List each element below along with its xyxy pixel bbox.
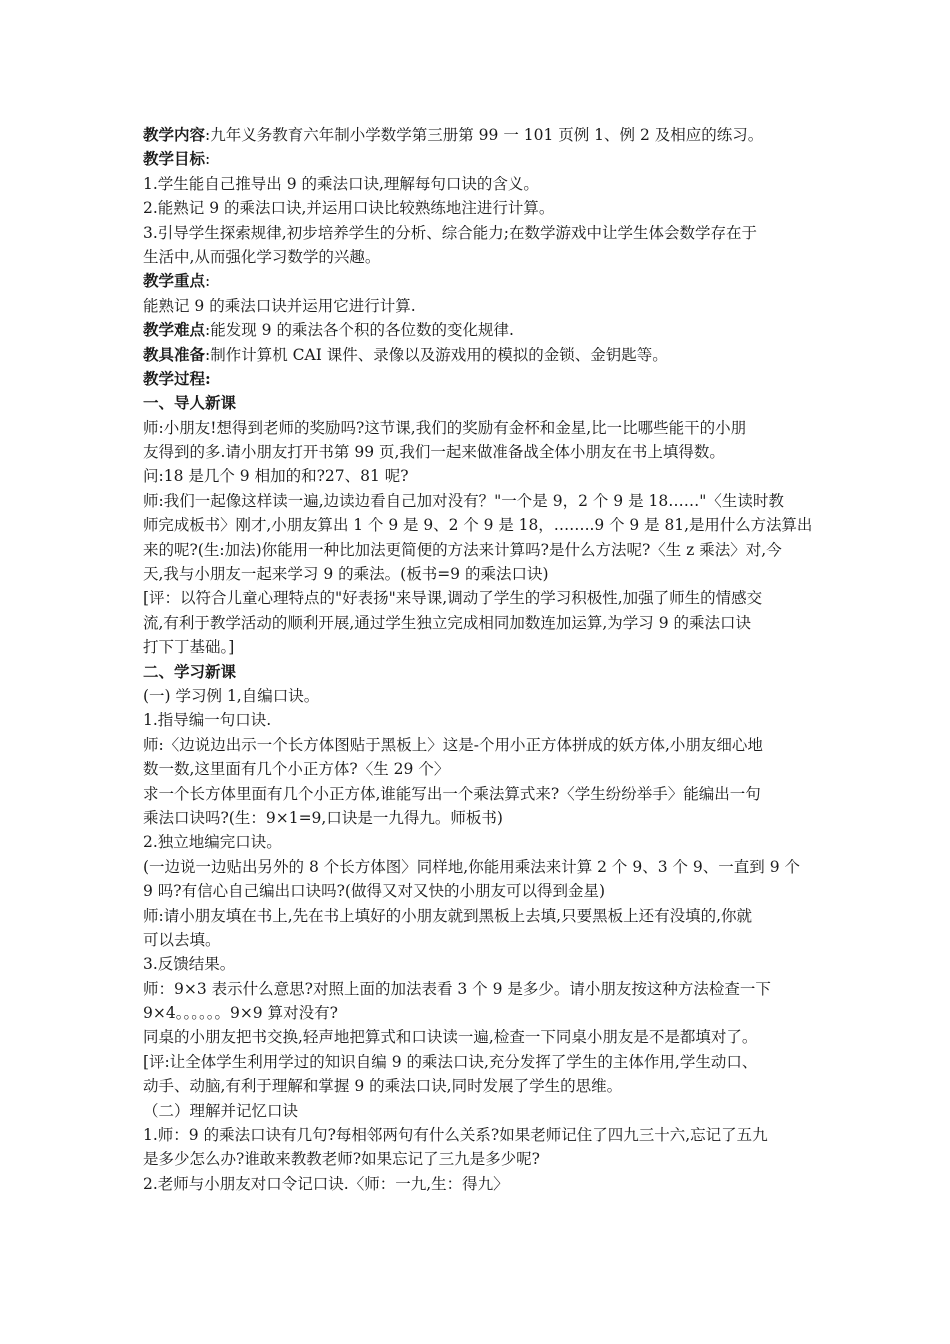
- line-text: 友得到的多.请小朋友打开书第 99 页,我们一起来做准备战全体小朋友在书上填得数。: [143, 443, 725, 462]
- line-text: 3.引导学生探索规律,初步培养学生的分析、综合能力;在数学游戏中让学生体会数学存在于: [143, 223, 757, 242]
- text-line: [143, 1172, 813, 1196]
- line-text: 问:18 是几个 9 相加的和?27、81 呢?: [143, 467, 409, 486]
- line-text: 2.能熟记 9 的乘法口诀,并运用口诀比较熟练地注进行计算。: [143, 199, 555, 218]
- text-line: [143, 391, 813, 415]
- text-line: [143, 708, 813, 732]
- line-text: 师:我们一起像这样读一遍,边读边看自己加对没有？"一个是 9，2 个 9 是 18……"〈生读时教: [143, 491, 784, 510]
- text-line: [143, 1147, 813, 1171]
- line-text: 能熟记 9 的乘法口诀并运用它进行计算.: [143, 296, 416, 315]
- text-line: [143, 782, 813, 806]
- line-text: 师:请小朋友填在书上,先在书上填好的小朋友就到黑板上去填,只要黑板上还有没填的,你就: [143, 906, 753, 925]
- line-text: 3.反馈结果。: [143, 955, 236, 974]
- line-text: :: [205, 272, 211, 291]
- document-body: [143, 123, 813, 1196]
- line-text: 2.老师与小朋友对口令记口诀.〈师：一九,生：得九〉: [143, 1174, 509, 1193]
- line-text: 同桌的小朋友把书交换,轻声地把算式和口诀读一遍,检查一下同桌小朋友是不是都填对了。: [143, 1028, 758, 1047]
- line-text: 乘法口诀吗?(生：9×1=9,口诀是一九得九。师板书): [143, 808, 503, 827]
- text-line: [143, 416, 813, 440]
- text-line: [143, 660, 813, 684]
- text-line: [143, 464, 813, 488]
- bold-heading: 教学目标: [143, 149, 206, 169]
- text-line: [143, 513, 813, 537]
- line-text: 师:〈边说边出示一个长方体图贴于黑板上〉这是-个用小正方体拼成的妖方体,小朋友细心地: [143, 735, 763, 754]
- line-text: 动手、动脑,有利于理解和掌握 9 的乘法口诀,同时发展了学生的思维。: [143, 1077, 623, 1096]
- text-line: [143, 123, 813, 147]
- line-text: 打下丁基础。]: [143, 638, 235, 657]
- text-line: [143, 1123, 813, 1147]
- line-text: 生活中,从而强化学习数学的兴趣。: [143, 247, 381, 266]
- line-text: 9×4。。。。。。9×9 算对没有?: [143, 1004, 338, 1023]
- line-text: 来的呢?(生:加法)你能用一种比加法更简便的方法来计算吗?是什么方法呢?〈生 z 乘法〉对,今: [143, 540, 782, 559]
- bold-heading: 教学内容: [143, 125, 206, 144]
- text-line: [143, 538, 813, 562]
- line-text: 数一数,这里面有几个小正方体?〈生 29 个〉: [143, 760, 450, 779]
- line-text: (一) 学习例 1,自编口诀。: [143, 686, 320, 705]
- text-line: [143, 489, 813, 513]
- text-line: [143, 1001, 813, 1025]
- text-line: [143, 343, 813, 367]
- text-line: [143, 1099, 813, 1123]
- bold-heading: 二、学习新课: [143, 661, 237, 681]
- text-line: [143, 586, 813, 610]
- text-line: [143, 928, 813, 952]
- line-text: 师完成板书〉刚才,小朋友算出 1 个 9 是 9、2 个 9 是 18，……..9 个 9 是 81,是用什么方法算出: [143, 516, 813, 535]
- text-line: [143, 440, 813, 464]
- text-line: [143, 562, 813, 586]
- line-text: [评:让全体学生利用学过的知识自编 9 的乘法口诀,充分发挥了学生的主体作用,学生动口、: [143, 1052, 758, 1071]
- text-line: [143, 733, 813, 757]
- line-text: :能发现 9 的乘法各个积的各位数的变化规律.: [205, 321, 514, 340]
- line-text: 师：9×3 表示什么意思?对照上面的加法表看 3 个 9 是多少。请小朋友按这种方法检查一下: [143, 979, 771, 998]
- bold-heading: 教学过程:: [143, 368, 211, 388]
- text-line: [143, 1050, 813, 1074]
- bold-heading: 教学重点: [143, 271, 206, 291]
- text-line: [143, 855, 813, 879]
- text-line: [143, 611, 813, 635]
- line-text: 是多少怎么办?谁敢来教教老师?如果忘记了三九是多少呢?: [143, 1150, 540, 1169]
- text-line: [143, 757, 813, 781]
- line-text: 1.师：9 的乘法口诀有几句?每相邻两句有什么关系?如果老师记住了四九三十六,忘记了五九: [143, 1126, 768, 1145]
- text-line: [143, 147, 813, 171]
- text-line: [143, 684, 813, 708]
- line-text: 天,我与小朋友一起来学习 9 的乘法。(板书=9 的乘法口诀): [143, 565, 549, 584]
- text-line: [143, 318, 813, 342]
- text-line: [143, 635, 813, 659]
- line-text: 1.学生能自己推导出 9 的乘法口诀,理解每句口诀的含义。: [143, 174, 539, 193]
- line-text: 求一个长方体里面有几个小正方体,谁能写出一个乘法算式来?〈学生纷纷举手〉能编出一句: [143, 784, 761, 803]
- text-line: [143, 172, 813, 196]
- text-line: [143, 269, 813, 293]
- line-text: 流,有利于教学活动的顺利开展,通过学生独立完成相同加数连加运算,为学习 9 的乘法口诀: [143, 613, 751, 632]
- line-text: (一边说一边贴出另外的 8 个长方体图〉同样地,你能用乘法来计算 2 个 9、3 个 9、一直到 9 个: [143, 857, 800, 876]
- line-text: 师:小朋友!想得到老师的奖励吗?这节课,我们的奖励有金杯和金星,比一比哪些能干的小朋: [143, 418, 747, 437]
- text-line: [143, 977, 813, 1001]
- line-text: 1.指导编一句口诀.: [143, 711, 272, 730]
- text-line: [143, 294, 813, 318]
- bold-heading: 教具准备: [143, 344, 206, 364]
- bold-heading: 教学难点: [143, 320, 206, 340]
- line-text: :九年义务教育六年制小学数学第三册第 99 一 101 页例 1、例 2 及相应的练习。: [205, 126, 764, 144]
- bold-heading: 一、导人新课: [143, 393, 237, 413]
- text-line: [143, 245, 813, 269]
- text-line: [143, 1074, 813, 1098]
- text-line: [143, 952, 813, 976]
- text-line: [143, 196, 813, 220]
- line-text: 可以去填。: [143, 930, 221, 949]
- text-line: [143, 879, 813, 903]
- line-text: :制作计算机 CAI 课件、录像以及游戏用的模拟的金锁、金钥匙等。: [205, 345, 668, 364]
- text-line: [143, 904, 813, 928]
- text-line: [143, 830, 813, 854]
- text-line: [143, 367, 813, 391]
- line-text: （二）理解并记忆口诀: [143, 1101, 299, 1120]
- text-line: [143, 221, 813, 245]
- line-text: [评：以符合儿童心理特点的"好表扬"来导课,调动了学生的学习积极性,加强了师生的情感交: [143, 589, 763, 608]
- text-line: [143, 1025, 813, 1049]
- line-text: 2.独立地编完口诀。: [143, 833, 282, 852]
- text-line: [143, 806, 813, 830]
- line-text: :: [205, 150, 211, 169]
- line-text: 9 吗?有信心自己编出口诀吗?(做得又对又快的小朋友可以得到金星): [143, 882, 606, 901]
